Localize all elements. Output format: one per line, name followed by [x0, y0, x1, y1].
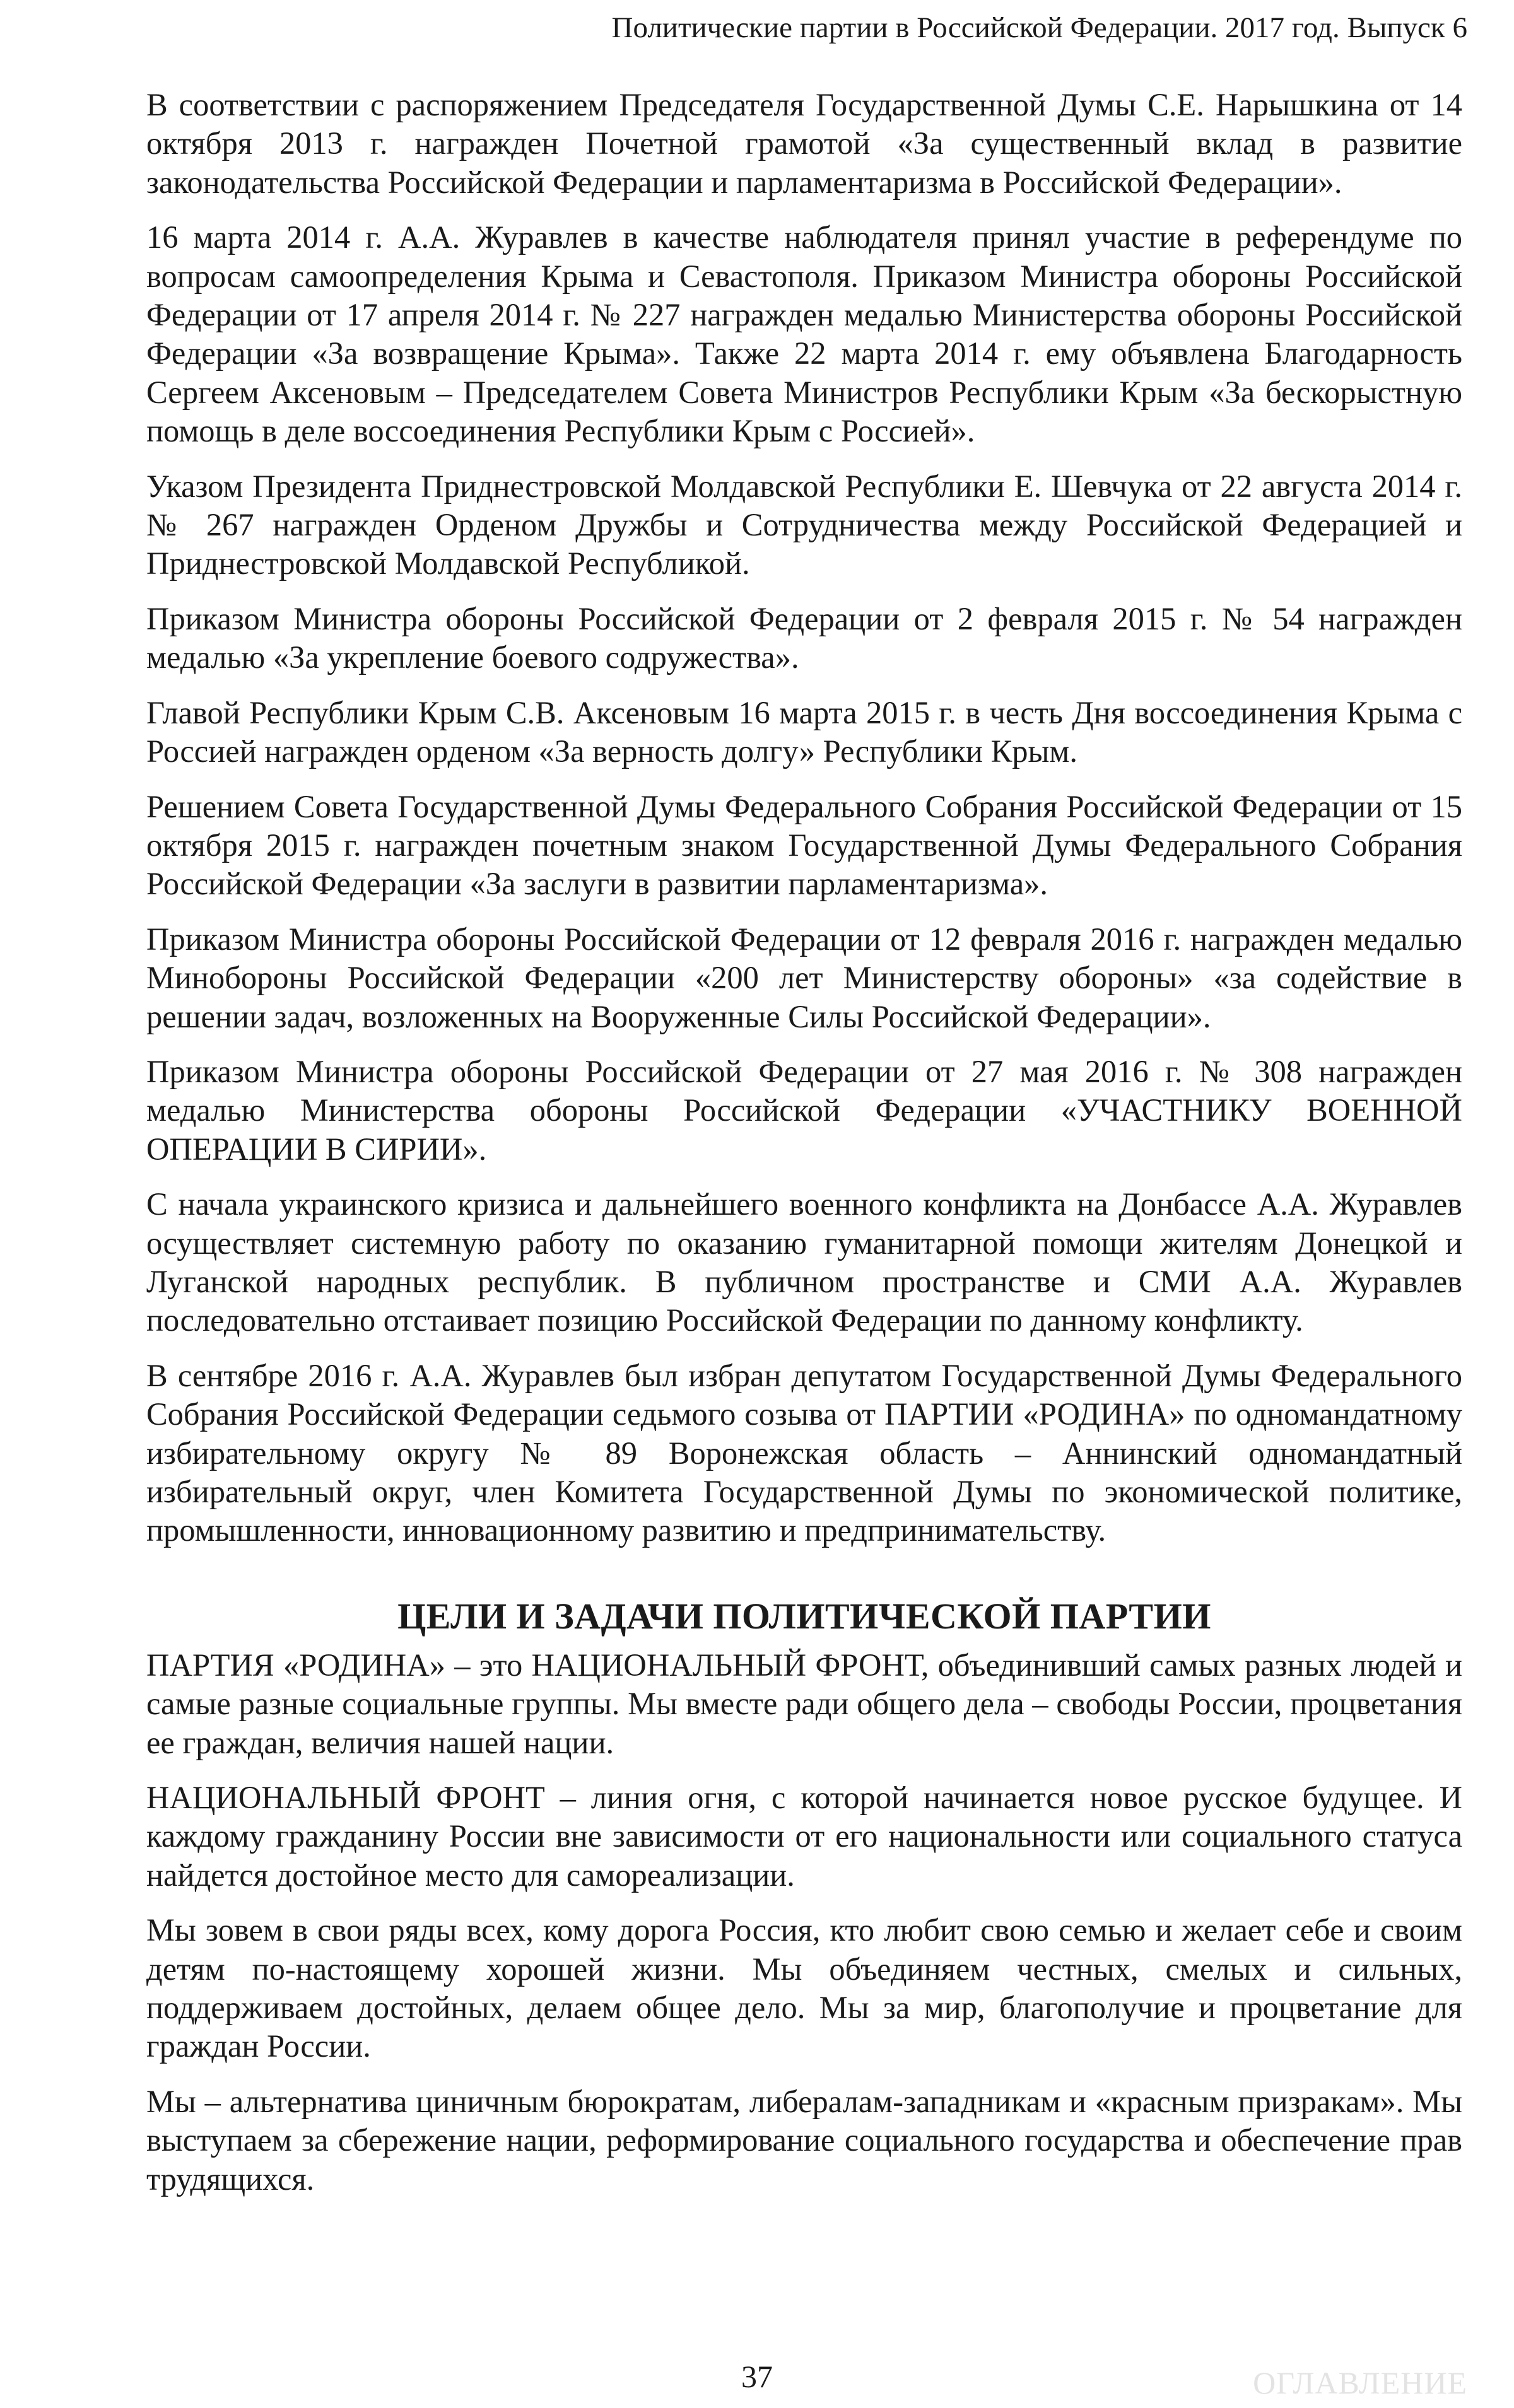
- paragraph-medal-syria: Приказом Министра обороны Российской Федерации от 27 мая 2016 г. № 308 награжден медалью Министерства обороны Российской Федерации «УЧАСТНИКУ ВОЕННОЙ ОПЕРАЦИИ В СИРИИ».: [146, 1053, 1462, 1167]
- paragraph-call-to-join: Мы зовем в свои ряды всех, кому дорога Россия, кто любит свою семью и желает себе и своим детям по-настоящему хорошей жизни. Мы объединяем честных, смелых и сильных, поддерживаем достойных, делаем общее дело. Мы за мир, благополучие и процветание для граждан России.: [146, 1912, 1462, 2064]
- paragraph-donbass: С начала украинского кризиса и дальнейшего военного конфликта на Донбассе А.А. Журавлев осуществляет системную работу по оказанию гуманитарной помощи жителям Донецкой и Луганской народных республик. В публичном пространстве и СМИ А.А. Журавлев последовательно отстаивает позицию Российской Федерации по данному конфликту.: [146, 1186, 1462, 1338]
- page-body: [146, 86, 1462, 2215]
- paragraph-election-2016: В сентябре 2016 г. А.А. Журавлев был избран депутатом Государственной Думы Федерального Собрания Российской Федерации седьмого созыва от ПАРТИИ «РОДИНА» по одномандатному избирательному округу № 89 Воронежская область – Аннинский одномандатный избирательный округ, член Комитета Государственной Думы по экономической политике, промышленности, инновационному развитию и предпринимательству.: [146, 1357, 1462, 1548]
- paragraph-crimea-order-2015: Главой Республики Крым С.В. Аксеновым 16 марта 2015 г. в честь Дня воссоединения Крыма с Россией награжден орденом «За верность долгу» Республики Крым.: [146, 694, 1462, 769]
- paragraph-pmr-order: Указом Президента Приднестровской Молдавской Республики Е. Шевчука от 22 августа 2014 г. № 267 награжден Орденом Дружбы и Сотрудничества между Российской Федерацией и Приднестровской Молдавской Республикой.: [146, 468, 1462, 582]
- paragraph-national-front: ПАРТИЯ «РОДИНА» – это НАЦИОНАЛЬНЫЙ ФРОНТ, объединивший самых разных людей и самые разные социальные группы. Мы вместе ради общего дела – свободы России, процветания ее граждан, величия нашей нации.: [146, 1647, 1462, 1760]
- paragraph-medal-2015: Приказом Министра обороны Российской Федерации от 2 февраля 2015 г. № 54 награжден медалью «За укрепление боевого содружества».: [146, 600, 1462, 675]
- page-number: 37: [741, 2359, 773, 2394]
- paragraph-duma-badge-2015: Решением Совета Государственной Думы Федерального Собрания Российской Федерации от 15 октября 2015 г. награжден почетным знаком Государственной Думы Федерального Собрания Российской Федерации «За заслуги в развитии парламентаризма».: [146, 788, 1462, 902]
- section-title: ЦЕЛИ И ЗАДАЧИ ПОЛИТИЧЕСКОЙ ПАРТИИ: [397, 1595, 1211, 1637]
- running-header: Политические партии в Российской Федерации. 2017 год. Выпуск 6: [611, 11, 1467, 44]
- paragraph-crimea-referendum: 16 марта 2014 г. А.А. Журавлев в качестве наблюдателя принял участие в референдуме по вопросам самоопределения Крыма и Севастополя. Приказом Министра обороны Российской Федерации от 17 апреля 2014 г. № 227 награжден медалью Министерства обороны Российской Федерации «За возвращение Крыма». Также 22 марта 2014 г. ему объявлена Благодарность Сергеем Аксеновым – Председателем Совета Министров Республики Крым «За бескорыстную помощь в деле воссоединения Республики Крым с Россией».: [146, 219, 1462, 449]
- paragraph-medal-feb-2016: Приказом Министра обороны Российской Федерации от 12 февраля 2016 г. награжден медалью Минобороны Российской Федерации «200 лет Министерству обороны» «за содействие в решении задач, возложенных на Вооруженные Силы Российской Федерации».: [146, 921, 1462, 1034]
- paragraph-alternative: Мы – альтернатива циничным бюрократам, либералам-западникам и «красным призракам». Мы выступаем за сбережение нации, реформирование социального государства и обеспечение прав трудящихся.: [146, 2083, 1462, 2197]
- paragraph-award-duma-2013: В соответствии с распоряжением Председателя Государственной Думы С.Е. Нарышкина от 14 октября 2013 г. награжден Почетной грамотой «За существенный вклад в развитие законодательства Российской Федерации и парламентаризма в Российской Федерации».: [146, 87, 1462, 200]
- paragraph-fire-line: НАЦИОНАЛЬНЫЙ ФРОНТ – линия огня, с которой начинается новое русское будущее. И каждому гражданину России вне зависимости от его национальности или социального статуса найдется достойное место для самореализации.: [146, 1780, 1462, 1893]
- table-of-contents-link[interactable]: ОГЛАВЛЕНИЕ: [1253, 2365, 1467, 2400]
